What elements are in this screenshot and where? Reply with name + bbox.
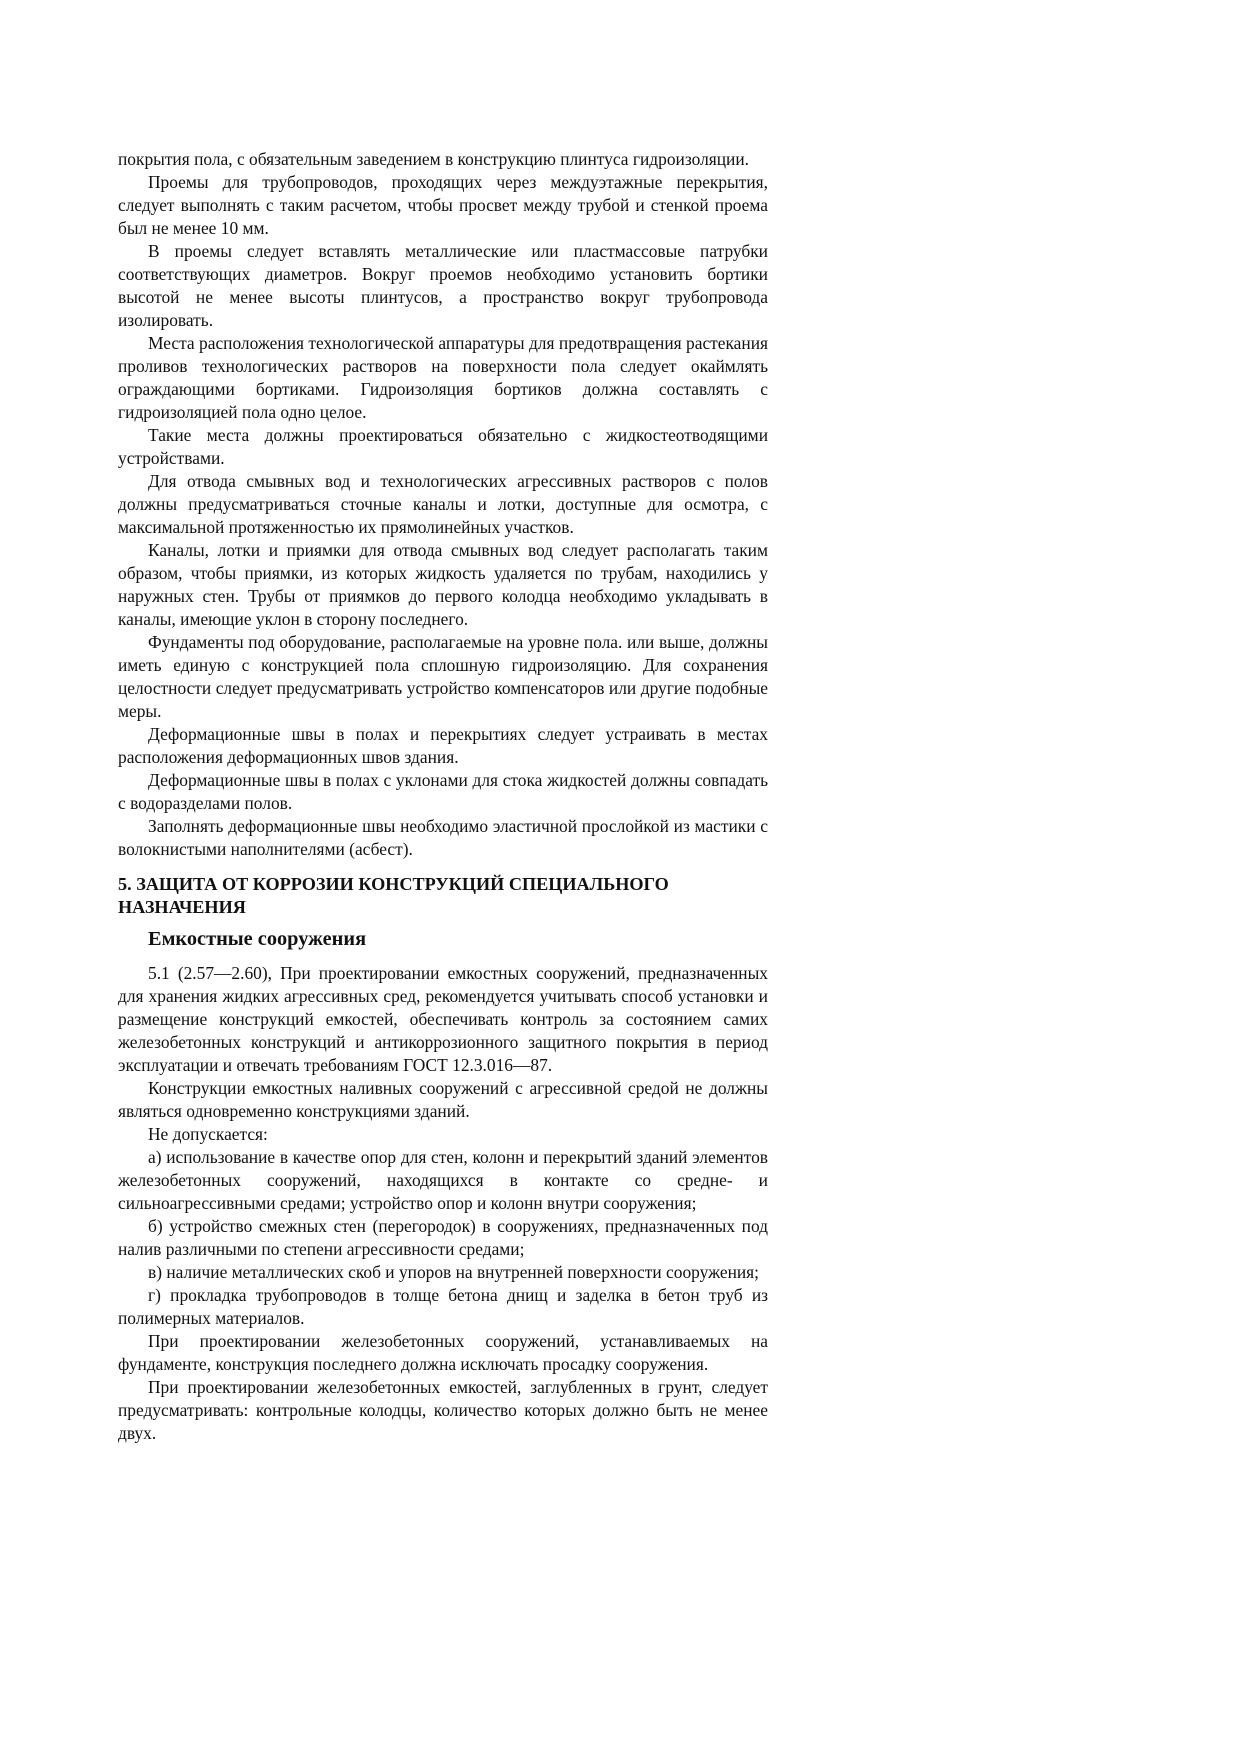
paragraph: При проектировании железобетонных сооружений, устанавливаемых на фундаменте, конструкция последнего должна исключать просадку сооружения. — [118, 1331, 768, 1374]
paragraph: Каналы, лотки и приямки для отвода смывных вод следует располагать таким образом, чтобы приямки, из которых жидкость удаляется по трубам, находились у наружных стен. Трубы от приямков до первого колодца необходимо укладывать в каналы, имеющие уклон в сторону последнего. — [118, 540, 768, 629]
document-page — [118, 148, 768, 1445]
list-item: в) наличие металлических скоб и упоров на внутренней поверхности сооружения; — [148, 1262, 760, 1282]
paragraph: Деформационные швы в полах с уклонами для стока жидкостей должны совпадать с водоразделами полов. — [118, 770, 768, 813]
paragraph: В проемы следует вставлять металлические или пластмассовые патрубки соответствующих диаметров. Вокруг проемов необходимо установить бортики высотой не менее высоты плинтусов, а пространство вокруг трубопровода изолировать. — [118, 241, 768, 330]
list-item: б) устройство смежных стен (перегородок) в сооружениях, предназначенных под налив различными по степени агрессивности средами; — [118, 1216, 768, 1259]
list-item: г) прокладка трубопроводов в толще бетона днищ и заделка в бетон труб из полимерных материалов. — [118, 1285, 768, 1328]
paragraph: Проемы для трубопроводов, проходящих через междуэтажные перекрытия, следует выполнять с таким расчетом, чтобы просвет между трубой и стенкой проема был не менее 10 мм. — [118, 172, 768, 238]
paragraph: Не допускается: — [148, 1124, 268, 1144]
paragraph: Места расположения технологической аппаратуры для предотвращения растекания проливов технологических растворов на поверхности пола следует окаймлять ограждающими бортиками. Гидроизоляция бортиков должна составлять с гидроизоляцией пола одно целое. — [118, 333, 768, 422]
paragraph: При проектировании железобетонных емкостей, заглубленных в грунт, следует предусматривать: контрольные колодцы, количество которых должно быть не менее двух. — [118, 1377, 768, 1443]
paragraph: Заполнять деформационные швы необходимо эластичной прослойкой из мастики с волокнистыми наполнителями (асбест). — [118, 816, 768, 859]
list-item: а) использование в качестве опор для стен, колонн и перекрытий зданий элементов железобетонных сооружений, находящихся в контакте со средне- и сильноагрессивными средами; устройство опор и колонн внутри сооружения; — [118, 1147, 768, 1213]
paragraph: покрытия пола, с обязательным заведением в конструкцию плинтуса гидроизоляции. — [118, 149, 750, 169]
paragraph: Такие места должны проектироваться обязательно с жидкостеотводящими устройствами. — [118, 425, 768, 468]
paragraph: Конструкции емкостных наливных сооружений с агрессивной средой не должны являться одновременно конструкциями зданий. — [118, 1078, 768, 1121]
paragraph: Деформационные швы в полах и перекрытиях следует устраивать в местах расположения деформационных швов здания. — [118, 724, 768, 767]
subsection-heading: Емкостные сооружения — [148, 928, 367, 950]
paragraph: 5.1 (2.57—2.60), При проектировании емкостных сооружений, предназначенных для хранения жидких агрессивных сред, рекомендуется учитывать способ установки и размещение конструкций емкостей, обеспечивать контроль за состоянием самих железобетонных конструкций и антикоррозионного защитного покрытия в период эксплуатации и отвечать требованиям ГОСТ 12.3.016—87. — [118, 963, 768, 1075]
paragraph: Фундаменты под оборудование, располагаемые на уровне пола. или выше, должны иметь единую с конструкцией пола сплошную гидроизоляцию. Для сохранения целостности следует предусматривать устройство компенсаторов или другие подобные меры. — [118, 632, 768, 721]
section-heading: 5. ЗАЩИТА ОТ КОРРОЗИИ КОНСТРУКЦИЙ СПЕЦИАЛЬНОГО НАЗНАЧЕНИЯ — [118, 874, 669, 917]
paragraph: Для отвода смывных вод и технологических агрессивных растворов с полов должны предусматриваться сточные каналы и лотки, доступные для осмотра, с максимальной протяженностью их прямолинейных участков. — [118, 471, 768, 537]
